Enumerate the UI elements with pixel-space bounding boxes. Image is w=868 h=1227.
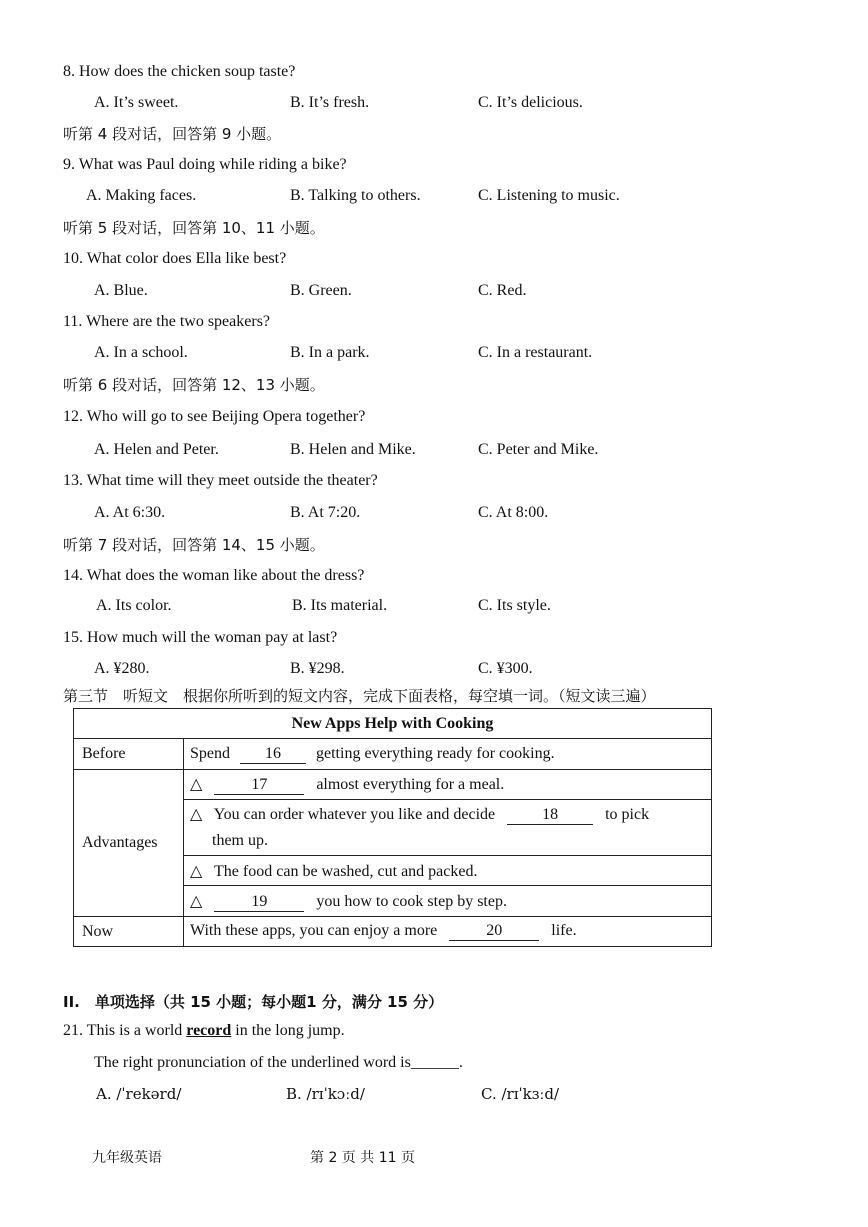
- q8-option-a: A. It’s sweet.: [94, 94, 179, 111]
- q9-option-c: C. Listening to music.: [478, 187, 620, 204]
- question-10: 10. What color does Ella like best?: [63, 250, 287, 267]
- triangle-icon: △: [190, 862, 203, 880]
- question-9: 9. What was Paul doing while riding a bike?: [63, 156, 347, 173]
- blank-18[interactable]: 18: [507, 806, 593, 825]
- blank-16[interactable]: 16: [240, 745, 306, 764]
- advantage-1-text: almost everything for a meal.: [316, 776, 505, 793]
- blank-17[interactable]: 17: [214, 776, 304, 795]
- now-pre-text: With these apps, you can enjoy a more: [190, 922, 438, 939]
- question-11: 11. Where are the two speakers?: [63, 313, 271, 330]
- advantage-3-text: The food can be washed, cut and packed.: [214, 862, 478, 880]
- section-3-heading: 第三节 听短文 根据你所听到的短文内容，完成下面表格，每空填一词。（短文读三遍）: [63, 687, 656, 705]
- advantage-2-content: [184, 800, 712, 856]
- advantage-3-content: [184, 856, 712, 886]
- q11-option-b: B. In a park.: [290, 344, 370, 361]
- q10-option-b: B. Green.: [290, 282, 352, 299]
- q12-option-a: A. Helen and Peter.: [94, 441, 219, 458]
- q14-option-b: B. Its material.: [292, 597, 388, 614]
- instruction-dialogue-5: 听第 5 段对话，回答第 10、11 小题。: [63, 219, 325, 237]
- apps-table: [73, 708, 712, 947]
- advantage-2-continuation: them up.: [212, 831, 268, 849]
- triangle-icon: △: [190, 776, 203, 793]
- advantage-1-content: [184, 770, 712, 800]
- q10-option-a: A. Blue.: [94, 282, 148, 299]
- q9-option-a: A. Making faces.: [86, 187, 197, 204]
- triangle-icon: △: [190, 805, 203, 823]
- table-title: New Apps Help with Cooking: [74, 709, 712, 739]
- q21-pre-text: 21. This is a world: [63, 1022, 187, 1039]
- q14-option-c: C. Its style.: [478, 597, 551, 614]
- q21-post-text: in the long jump.: [231, 1022, 345, 1039]
- table-row-advantage-1: [74, 770, 712, 800]
- now-content: [184, 917, 712, 947]
- instruction-dialogue-6: 听第 6 段对话，回答第 12、13 小题。: [63, 376, 325, 394]
- q13-option-c: C. At 8:00.: [478, 504, 549, 521]
- q13-option-b: B. At 7:20.: [290, 504, 361, 521]
- footer-page-number: 第 2 页 共 11 页: [310, 1150, 415, 1166]
- triangle-icon: △: [190, 892, 203, 910]
- question-8: 8. How does the chicken soup taste?: [63, 63, 296, 80]
- advantage-4-content: [184, 886, 712, 917]
- q9-option-b: B. Talking to others.: [290, 187, 421, 204]
- table-title-row: [74, 709, 712, 739]
- q11-option-a: A. In a school.: [94, 344, 188, 361]
- before-post-text: getting everything ready for cooking.: [316, 744, 555, 762]
- question-14: 14. What does the woman like about the dress?: [63, 567, 365, 584]
- blank-20[interactable]: 20: [449, 922, 539, 941]
- advantage-2-post-text: to pick: [605, 805, 650, 823]
- table-row-before: [74, 739, 712, 770]
- blank-19[interactable]: 19: [214, 893, 304, 912]
- q21-underlined-word: record: [186, 1022, 232, 1039]
- row-label-advantages: Advantages: [74, 770, 184, 917]
- question-15: 15. How much will the woman pay at last?: [63, 629, 338, 646]
- now-post-text: life.: [551, 922, 577, 939]
- q10-option-c: C. Red.: [478, 282, 527, 299]
- q14-option-a: A. Its color.: [96, 597, 172, 614]
- q21-option-a: A. /ˈrekərd/: [96, 1085, 182, 1103]
- q8-option-b: B. It’s fresh.: [290, 94, 370, 111]
- q12-option-b: B. Helen and Mike.: [290, 441, 416, 458]
- q13-option-a: A. At 6:30.: [94, 504, 166, 521]
- q12-option-c: C. Peter and Mike.: [478, 441, 599, 458]
- question-13: 13. What time will they meet outside the theater?: [63, 472, 378, 489]
- question-12: 12. Who will go to see Beijing Opera together?: [63, 408, 366, 425]
- q15-option-a: A. ¥280.: [94, 660, 150, 677]
- q11-option-c: C. In a restaurant.: [478, 344, 593, 361]
- q8-option-c: C. It’s delicious.: [478, 94, 583, 111]
- row-label-before: Before: [74, 739, 184, 770]
- instruction-dialogue-7: 听第 7 段对话，回答第 14、15 小题。: [63, 536, 325, 554]
- question-21: [63, 1021, 345, 1041]
- before-pre-text: Spend: [190, 744, 230, 762]
- table-row-now: [74, 917, 712, 947]
- instruction-dialogue-4: 听第 4 段对话，回答第 9 小题。: [63, 125, 282, 143]
- before-content: [184, 739, 712, 770]
- q15-option-c: C. ¥300.: [478, 660, 533, 677]
- section-2-heading: II. 单项选择（共 15 小题；每小题1 分，满分 15 分）: [63, 993, 444, 1011]
- q21-option-c: C. /rɪˈkɜːd/: [481, 1085, 560, 1103]
- q21-option-b: B. /rɪˈkɔːd/: [286, 1085, 365, 1103]
- advantage-2-pre-text: You can order whatever you like and decide: [213, 805, 496, 823]
- advantage-4-text: you how to cook step by step.: [316, 892, 507, 910]
- q21-prompt: The right pronunciation of the underlined word is______.: [94, 1054, 463, 1071]
- footer-subject: 九年级英语: [92, 1150, 162, 1166]
- row-label-now: Now: [74, 917, 184, 947]
- q15-option-b: B. ¥298.: [290, 660, 345, 677]
